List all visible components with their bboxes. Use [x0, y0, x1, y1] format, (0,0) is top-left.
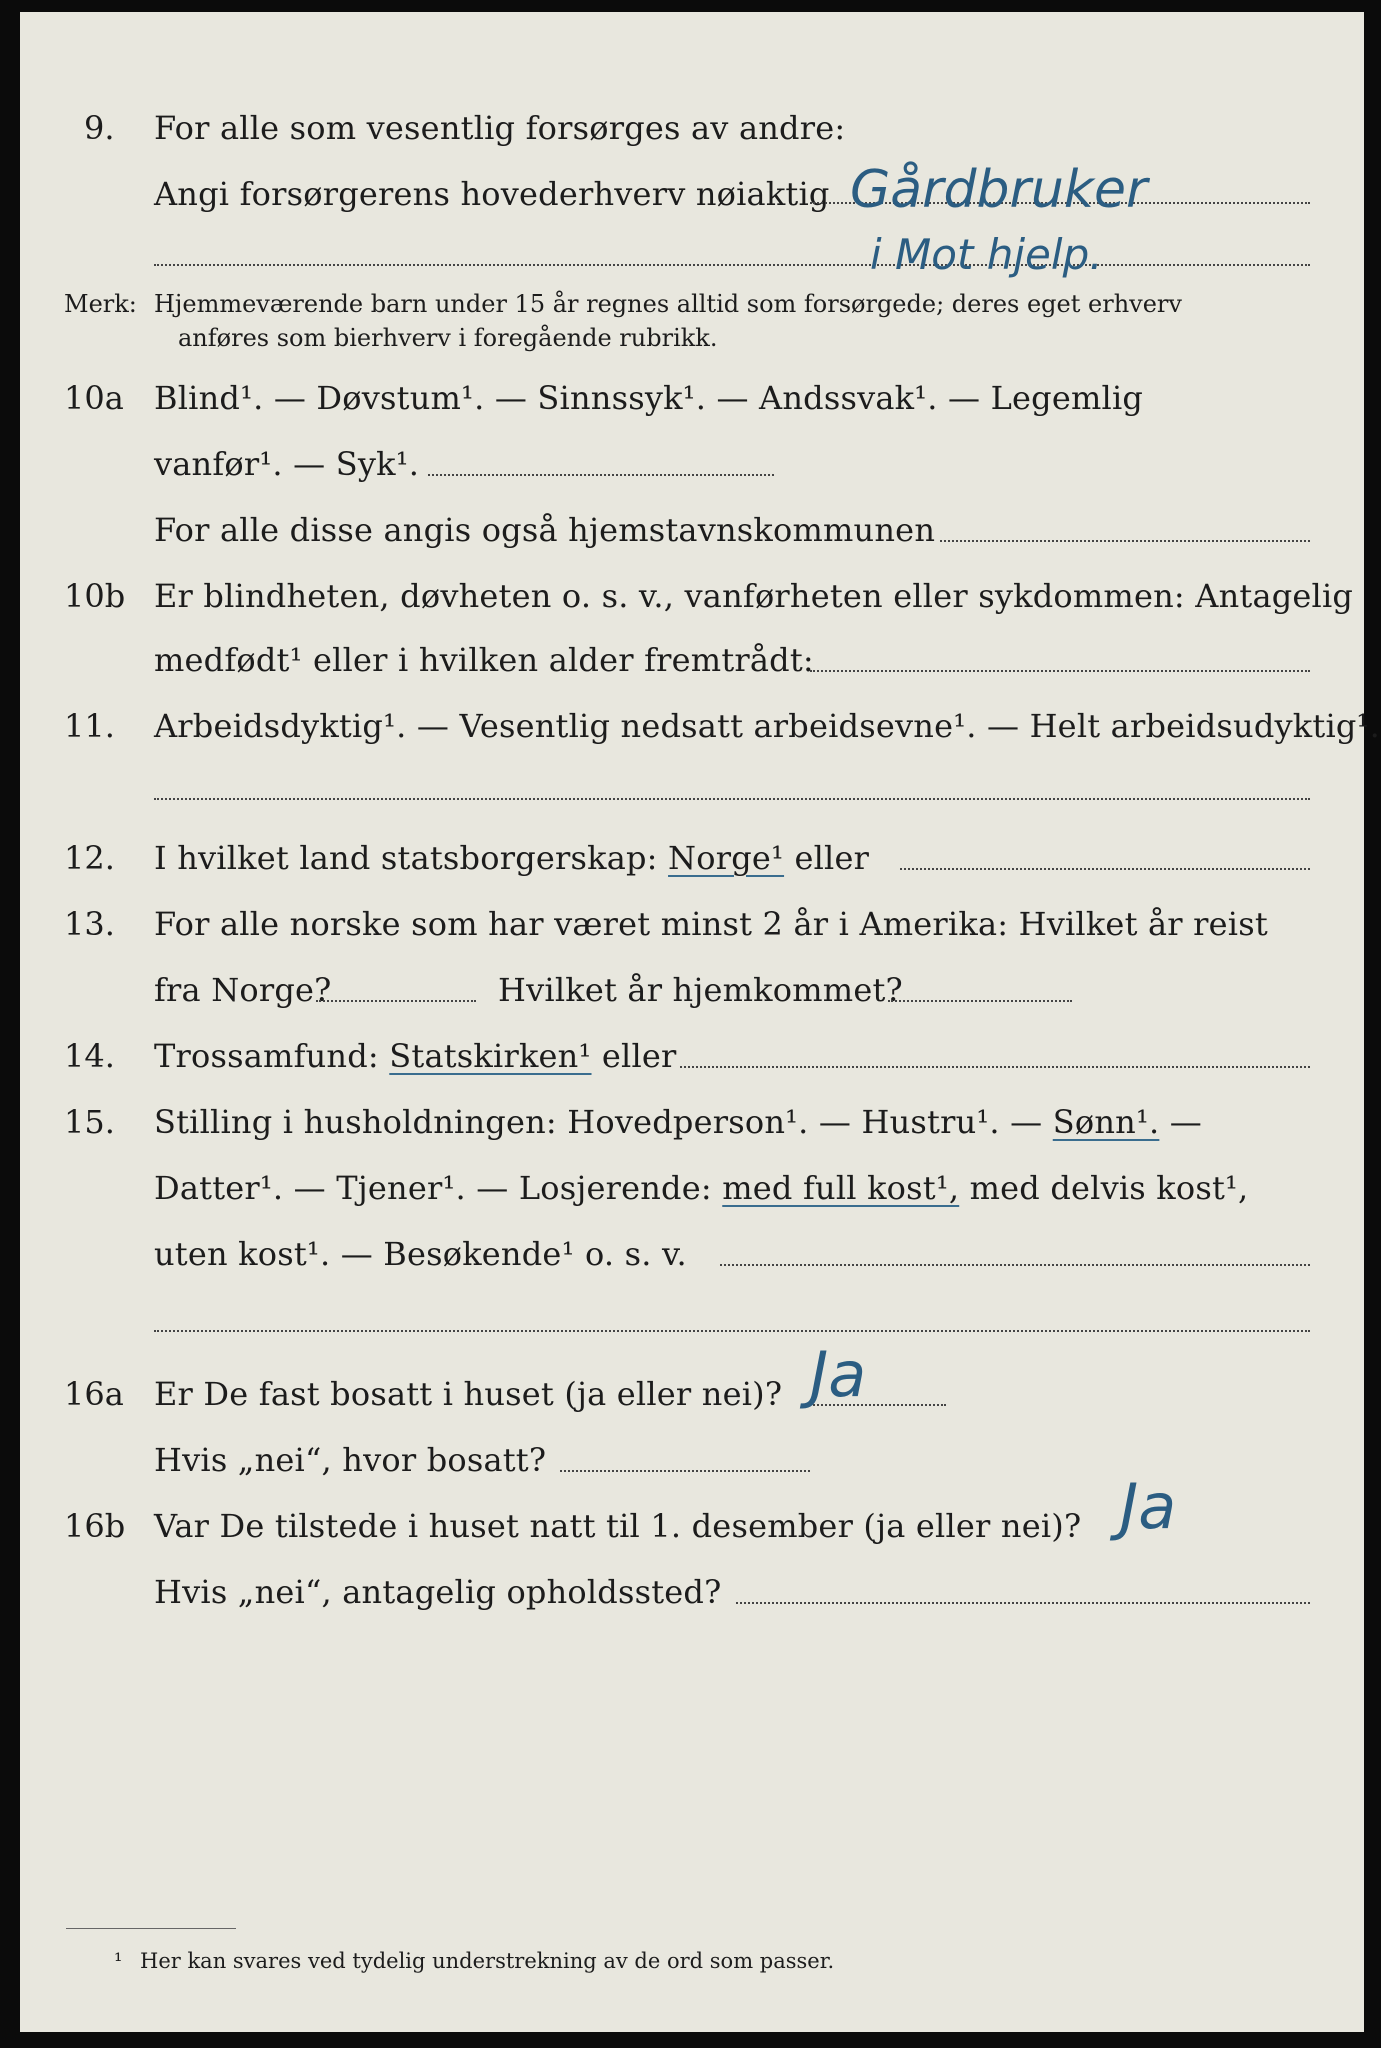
q13-line1: For alle norske som har været minst 2 år i Amerika: Hvilket år reist [154, 905, 1268, 943]
q9-number: 9. [84, 109, 115, 147]
q10a-line3: For alle disse angis også hjemstavnskommunen [154, 511, 936, 549]
footnote-text: Her kan svares ved tydelig understrekning av de ord som passer. [140, 1949, 835, 1973]
q14-after: eller [601, 1037, 677, 1075]
q10a-number: 10a [64, 379, 124, 417]
q15-line2a: Datter¹. — Tjener¹. — Losjerende: [154, 1169, 712, 1207]
q13-line2b-dots [888, 1000, 1072, 1002]
q15-extra-line [154, 1330, 1310, 1332]
q15-line3-dots [720, 1264, 1310, 1266]
q14-dots [680, 1066, 1310, 1068]
q12-line [154, 838, 869, 878]
q9-line1: For alle som vesentlig forsørges av andre: [154, 109, 846, 147]
q14-before: Trossamfund: [154, 1037, 379, 1075]
footnote-rule [66, 1928, 236, 1929]
q16b-handwritten-answer: Ja [1120, 1470, 1177, 1543]
q13-line2a: fra Norge? [154, 971, 332, 1009]
q16a-line1: Er De fast bosatt i huset (ja eller nei)? [154, 1375, 783, 1413]
merk-line1: Hjemmeværende barn under 15 år regnes alltid som forsørgede; deres eget erhverv [154, 290, 1182, 318]
q11-line1: Arbeidsdyktig¹. — Vesentlig nedsatt arbeidsevne¹. — Helt arbeidsudyktig¹. [154, 707, 1380, 745]
q12-underlined-answer: Norge¹ [668, 839, 785, 877]
q15-number: 15. [64, 1103, 115, 1141]
q16a-handwritten-answer: Ja [810, 1338, 867, 1411]
q10a-line1: Blind¹. — Døvstum¹. — Sinnssyk¹. — Andssvak¹. — Legemlig [154, 379, 1144, 417]
q10b-number: 10b [64, 577, 126, 615]
q16b-line2-dots [736, 1602, 1310, 1604]
q10b-line2-dots [810, 670, 1310, 672]
q15-line2 [154, 1168, 1248, 1208]
q15-underlined-sonn: Sønn¹. [1052, 1103, 1160, 1141]
q12-dots [900, 868, 1310, 870]
q9-second-line [154, 264, 1310, 266]
q16a-number: 16a [64, 1375, 124, 1413]
q13-line2a-dots [316, 1000, 476, 1002]
q15-line1a: Stilling i husholdningen: Hovedperson¹. — Hustru¹. — [154, 1103, 1043, 1141]
footnote-marker: ¹ [114, 1949, 123, 1973]
q14-number: 14. [64, 1037, 115, 1075]
q15-line3: uten kost¹. — Besøkende¹ o. s. v. [154, 1235, 687, 1273]
q15-line1b: — [1169, 1103, 1202, 1141]
q12-number: 12. [64, 839, 115, 877]
q15-line2b: med delvis kost¹, [969, 1169, 1249, 1207]
q11-second-line [154, 798, 1310, 800]
q12-before: I hvilket land statsborgerskap: [154, 839, 658, 877]
q15-line1 [154, 1102, 1202, 1142]
q11-number: 11. [64, 707, 115, 745]
q10a-line3-dots [940, 540, 1310, 542]
q13-line2b: Hvilket år hjemkommet? [498, 971, 903, 1009]
q14-line [154, 1036, 677, 1076]
q9-line2: Angi forsørgerens hovederhverv nøiaktig [154, 175, 830, 213]
census-form-page [20, 12, 1380, 2032]
q12-after: eller [794, 839, 870, 877]
q9-handwritten-answer1: Gårdbruker [850, 160, 1148, 220]
q10a-line2: vanfør¹. — Syk¹. [154, 445, 420, 483]
q16b-line2: Hvis „nei“, antagelig opholdssted? [154, 1573, 722, 1611]
q9-handwritten-answer2: i Mot hjelp. [870, 230, 1103, 279]
merk-line2: anføres som bierhverv i foregående rubrikk. [178, 324, 718, 352]
q13-number: 13. [64, 905, 115, 943]
q10b-line1: Er blindheten, døvheten o. s. v., vanførheten eller sykdommen: Antagelig [154, 577, 1354, 615]
q16b-number: 16b [64, 1507, 126, 1545]
q10b-line2: medfødt¹ eller i hvilken alder fremtrådt: [154, 641, 814, 679]
merk-label: Merk: [64, 290, 137, 318]
q15-underlined-full-kost: med full kost¹, [722, 1169, 960, 1207]
q16b-line1: Var De tilstede i huset natt til 1. desember (ja eller nei)? [154, 1507, 1082, 1545]
q10a-line2-dots [428, 474, 774, 476]
q16a-line2: Hvis „nei“, hvor bosatt? [154, 1441, 547, 1479]
q14-underlined-answer: Statskirken¹ [389, 1037, 592, 1075]
q16a-line2-dots [560, 1470, 810, 1472]
